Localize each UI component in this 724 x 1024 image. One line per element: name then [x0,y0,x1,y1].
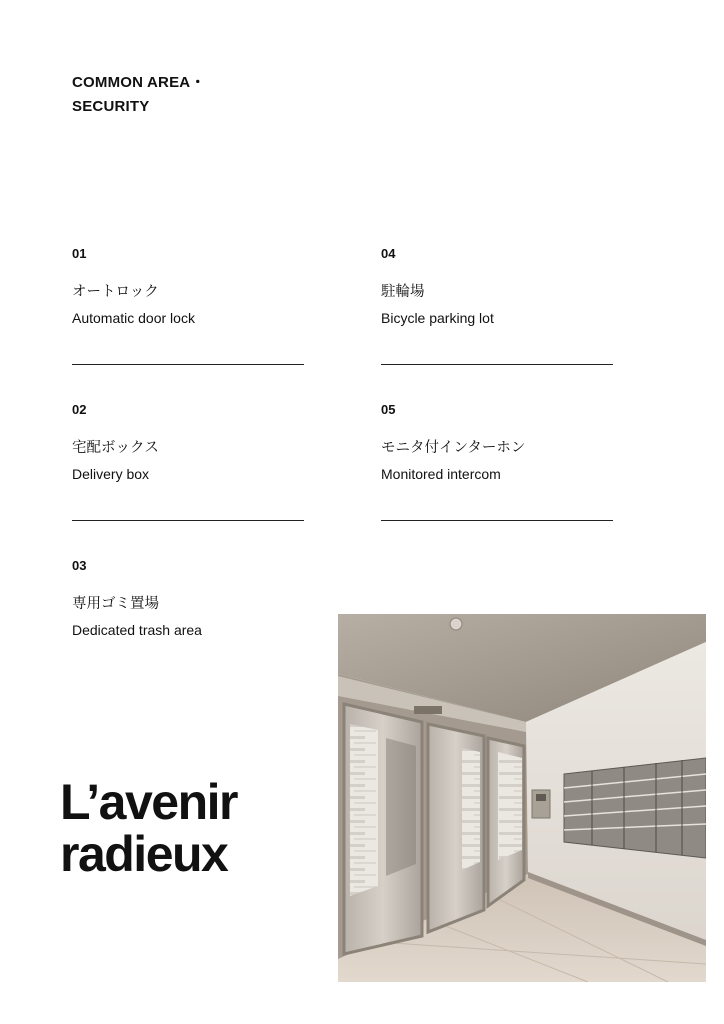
feature-number: 05 [381,402,396,417]
feature-label-en: Monitored intercom [381,466,501,482]
entrance-lobby-photo [338,614,706,982]
feature-label-ja: 駐輪場 [381,284,425,300]
feature-number: 04 [381,246,396,261]
section-title [72,71,206,119]
brand-line-1: L’avenir [60,774,237,830]
feature-label-en: Dedicated trash area [72,622,202,638]
feature-label-ja: モニタ付インターホン [381,440,526,456]
divider [381,364,613,365]
feature-label-en: Automatic door lock [72,310,195,326]
feature-item-05 [381,402,613,484]
divider [72,364,304,365]
feature-item-03 [72,558,304,640]
feature-number: 02 [72,402,87,417]
feature-label-ja: 宅配ボックス [72,440,159,456]
feature-item-04 [381,246,613,328]
lobby-illustration [338,614,706,982]
section-title-line-2: SECURITY [72,98,150,115]
divider [381,520,613,521]
feature-number: 01 [72,246,87,261]
feature-item-01 [72,246,304,328]
mailbox-grid [564,758,706,858]
divider [72,520,304,521]
feature-label-en: Bicycle parking lot [381,310,494,326]
feature-number: 03 [72,558,87,573]
feature-label-en: Delivery box [72,466,150,482]
feature-label-ja: 専用ゴミ置場 [72,596,159,612]
brand-line-2: radieux [60,826,228,882]
brand-logotype [60,776,237,880]
section-title-line-1: COMMON AREA・ [72,74,206,91]
feature-label-ja: オートロック [72,284,159,300]
feature-item-02 [72,402,304,484]
